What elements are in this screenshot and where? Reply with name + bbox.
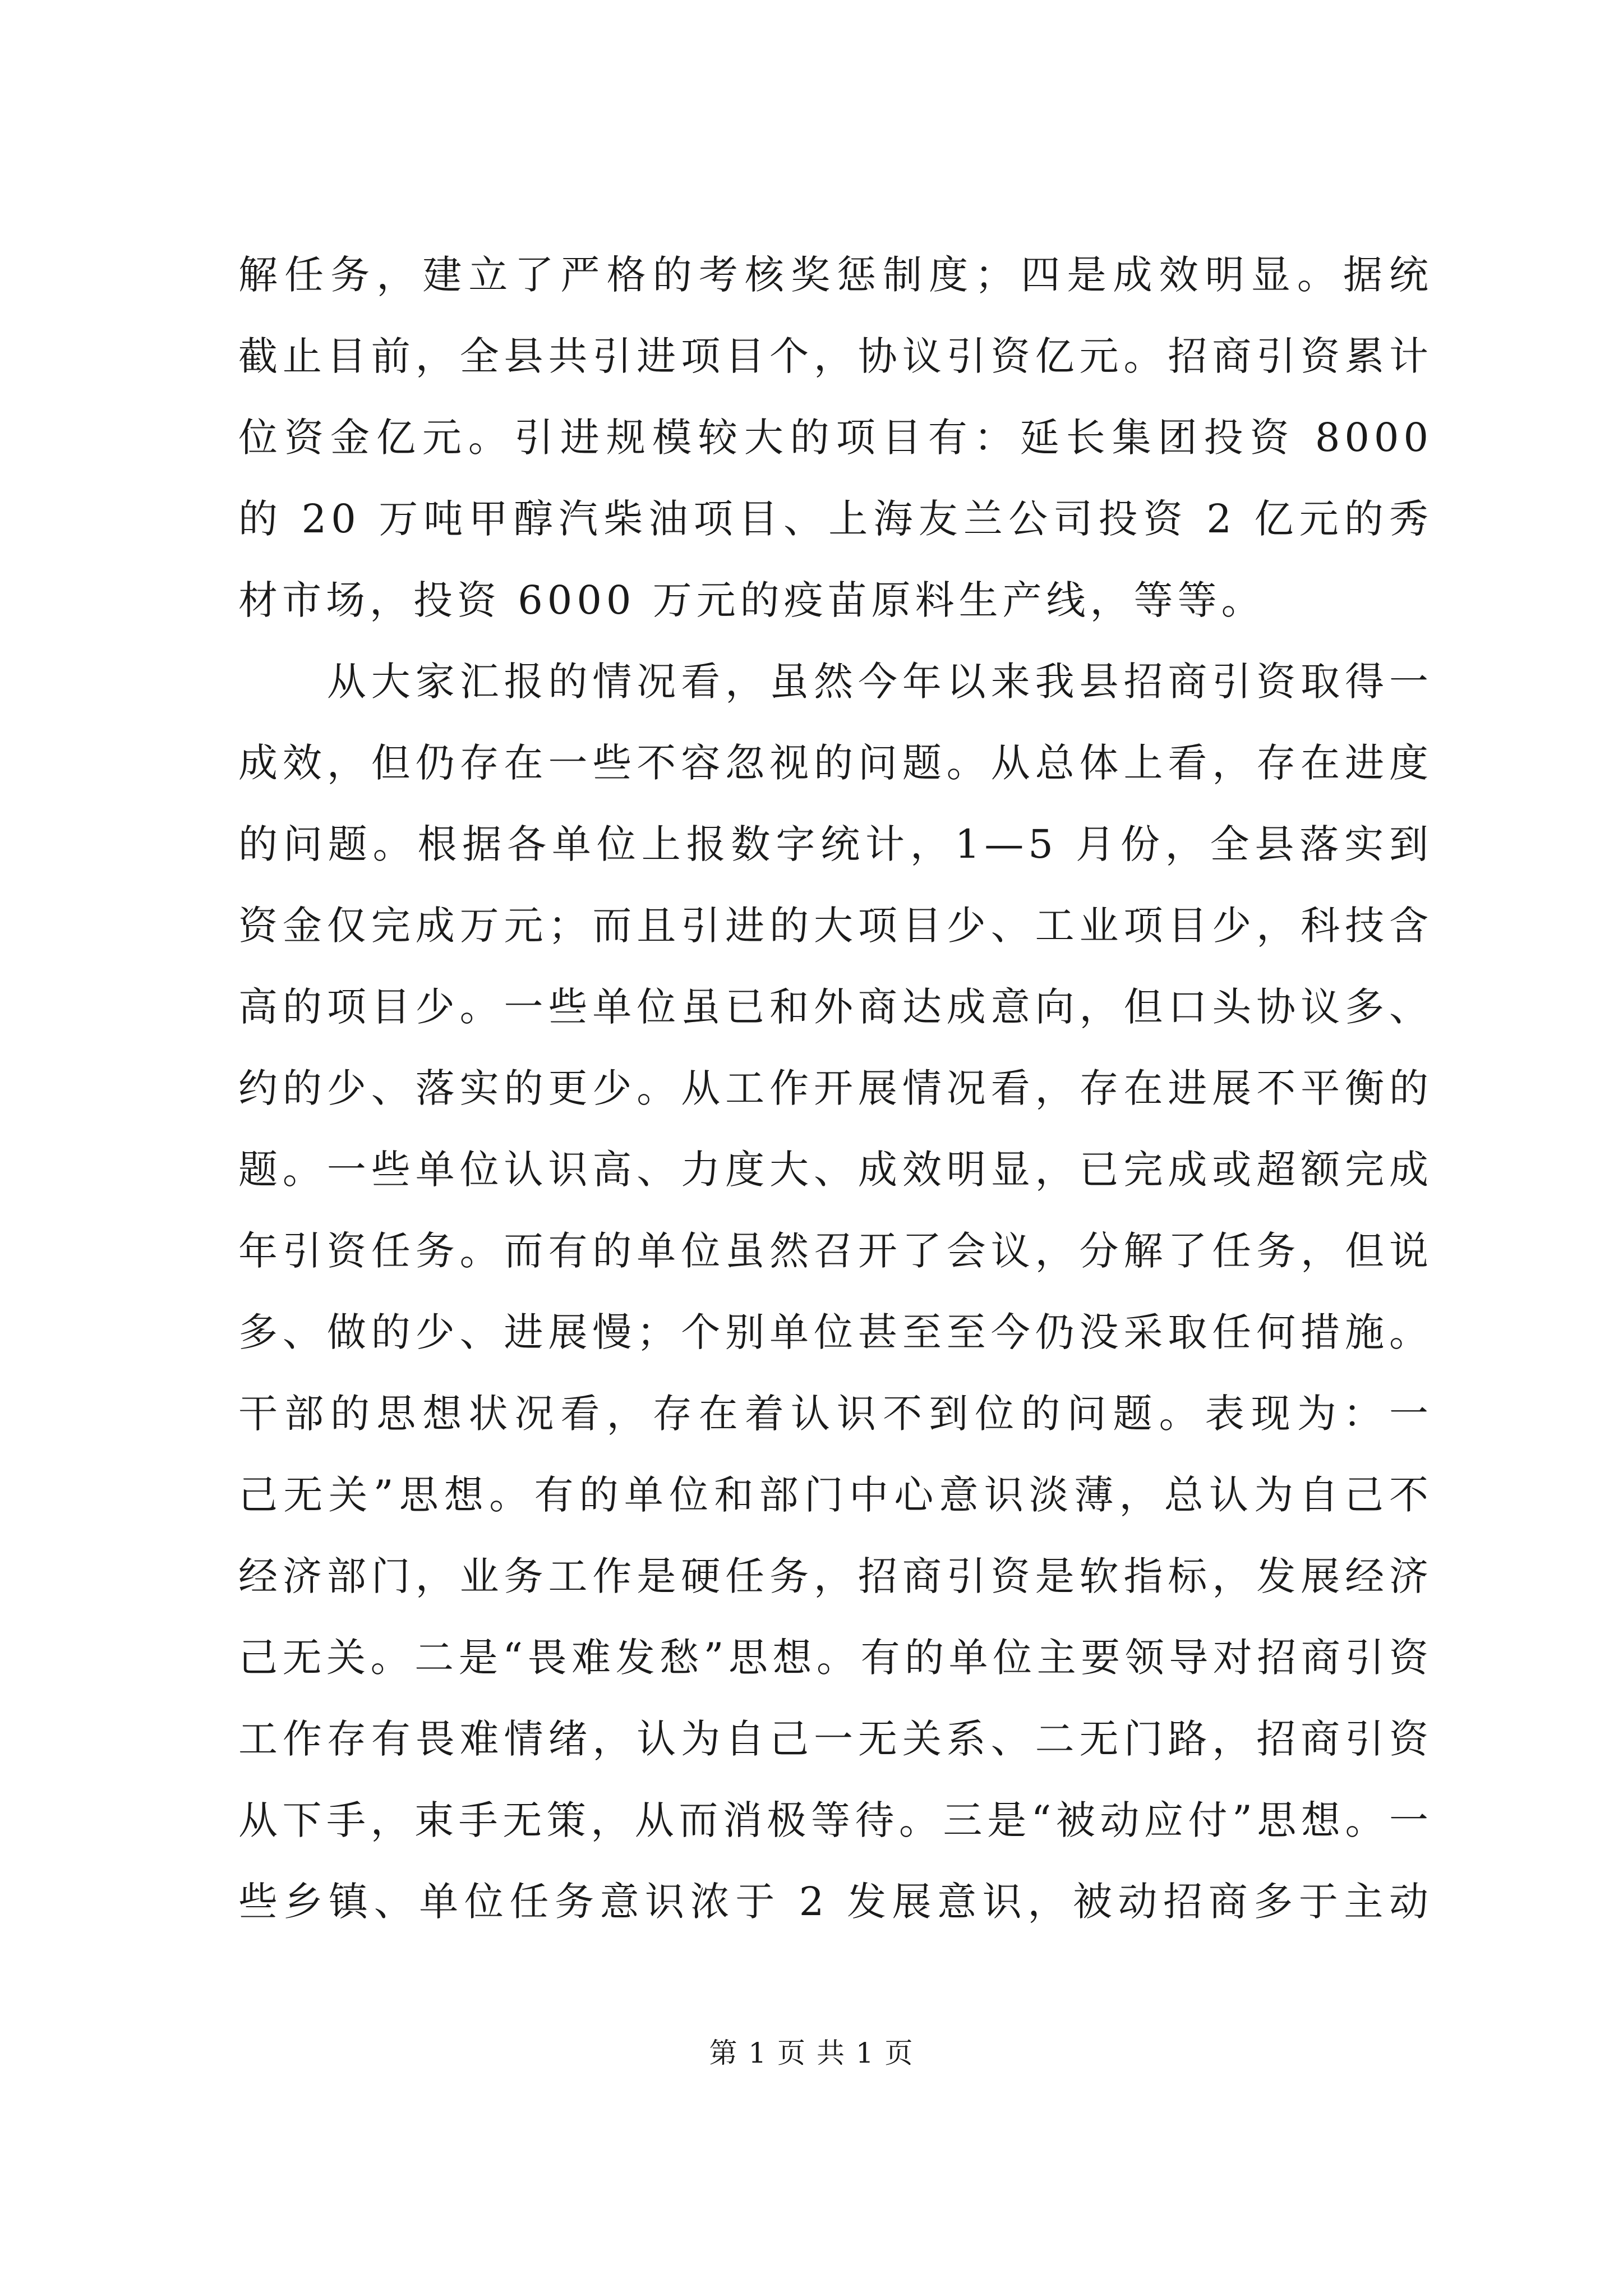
text-line: 年引资任务。而有的单位虽然召开了会议，分解了任务，但说 [238,1228,1433,1274]
text-line: 位资金亿元。引进规模较大的项目有：延长集团投资 8000 [238,415,1433,461]
text-line: 解任务，建立了严格的考核奖惩制度；四是成效明显。据统 [238,252,1433,298]
text-line: 己无关。二是“畏难发愁”思想。有的单位主要领导对招商引资 [238,1635,1433,1681]
body-text [238,234,1433,1943]
paragraph-2 [238,641,1433,1943]
text-line: 从大家汇报的情况看，虽然今年以来我县招商引资取得一 [326,659,1433,705]
text-line: 工作存有畏难情绪，认为自己一无关系、二无门路，招商引资 [238,1716,1433,1762]
text-line: 的 20 万吨甲醇汽柴油项目、上海友兰公司投资 2 亿元的秀 [238,496,1433,542]
text-line: 的问题。根据各单位上报数字统计，1—5 月份，全县落实到 [238,821,1433,867]
text-line: 截止目前，全县共引进项目个，协议引资亿元。招商引资累计 [238,333,1433,379]
text-line: 材市场，投资 6000 万元的疫苗原料生产线，等等。 [238,577,1265,623]
text-line: 成效，但仍存在一些不容忽视的问题。从总体上看，存在进度 [238,740,1433,786]
text-line: 从下手，束手无策，从而消极等待。三是“被动应付”思想。一 [238,1797,1433,1843]
page-footer: 第 1 页 共 1 页 [709,2037,914,2069]
text-line: 干部的思想状况看，存在着认识不到位的问题。表现为：一 [238,1391,1433,1437]
text-line: 高的项目少。一些单位虽已和外商达成意向，但口头协议多、 [238,984,1433,1030]
text-line: 多、做的少、进展慢；个别单位甚至至今仍没采取任何措施。 [238,1309,1433,1355]
text-line: 约的少、落实的更少。从工作开展情况看，存在进展不平衡的 [238,1065,1433,1111]
text-line: 资金仅完成万元；而且引进的大项目少、工业项目少，科技含 [238,903,1433,949]
text-line: 题。一些单位认识高、力度大、成效明显，已完成或超额完成 [238,1147,1433,1193]
paragraph-1 [238,234,1433,641]
text-line: 经济部门，业务工作是硬任务，招商引资是软指标，发展经济 [238,1553,1433,1599]
text-line: 些乡镇、单位任务意识浓于 2 发展意识，被动招商多于主动 [238,1879,1433,1925]
text-line: 己无关”思想。有的单位和部门中心意识淡薄，总认为自己不 [238,1472,1433,1518]
